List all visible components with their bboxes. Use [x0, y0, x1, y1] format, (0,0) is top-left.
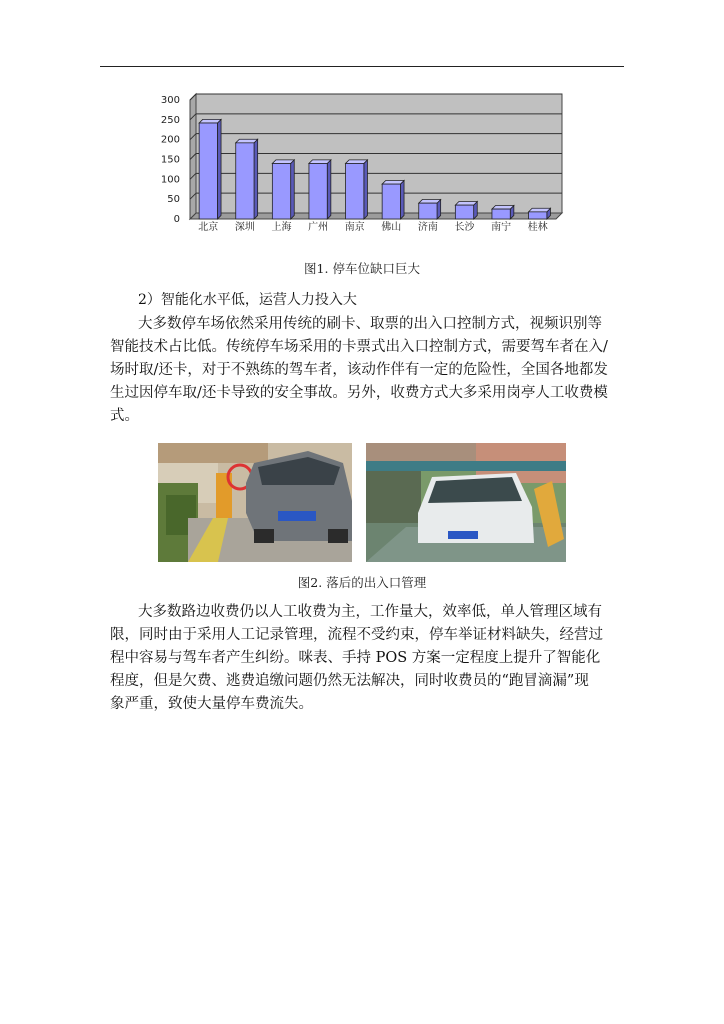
x-tick-label: 佛山 — [381, 222, 402, 233]
photo-parking-ramp — [366, 443, 566, 562]
x-tick-label: 上海 — [271, 222, 292, 233]
bar — [529, 212, 547, 219]
paragraph-line: 生过因停车取/还卡导致的安全事故。另外，收费方式大多采用岗亭人工收费模 — [110, 385, 608, 401]
paragraph-line: 大多数路边收费仍以人工收费为主，工作量大，效率低，单人管理区域有 — [138, 604, 602, 620]
x-tick-label: 南京 — [344, 222, 365, 233]
paragraph-1 — [110, 313, 614, 428]
bar-top — [382, 180, 404, 184]
bar-side — [400, 180, 404, 219]
bar-side — [217, 119, 221, 219]
paragraph-line: 象严重，致使大量停车费流失。 — [110, 696, 313, 712]
photo-card-entry-gate — [158, 443, 352, 562]
bar-top — [455, 202, 477, 206]
x-tick-label: 广州 — [308, 222, 329, 233]
paragraph-line: 式。 — [110, 408, 139, 424]
bar-top — [492, 205, 514, 209]
bar-side — [364, 160, 368, 219]
bar — [419, 203, 437, 219]
y-tick-label: 150 — [160, 154, 180, 166]
section-subheading: 2）智能化水平低，运营人力投入大 — [138, 292, 357, 308]
bar-top — [419, 200, 441, 204]
bar-top — [199, 119, 221, 123]
bar — [492, 209, 510, 219]
x-tick-label: 南宁 — [491, 222, 512, 233]
figure1-caption: 图1. 停车位缺口巨大 — [304, 261, 420, 276]
bar-top — [529, 208, 551, 212]
bar-top — [346, 160, 368, 164]
y-tick-label: 100 — [160, 174, 180, 186]
bar-top — [272, 160, 294, 164]
bar — [236, 143, 254, 219]
bar — [346, 163, 364, 219]
bar — [199, 123, 217, 219]
x-tick-label: 济南 — [417, 222, 438, 233]
y-tick-label: 0 — [173, 214, 180, 225]
paragraph-line: 场时取/还卡，对于不熟练的驾车者，该动作伴有一定的危险性，全国各地都发 — [110, 362, 608, 378]
paragraph-line: 大多数停车场依然采用传统的刷卡、取票的出入口控制方式，视频识别等 — [138, 316, 602, 332]
figure2-caption: 图2. 落后的出入口管理 — [297, 575, 427, 590]
x-tick-label: 北京 — [198, 222, 219, 233]
paragraph-line: 程中容易与驾车者产生纠纷。咪表、手持 POS 方案一定程度上提升了智能化 — [110, 650, 601, 666]
y-tick-label: 200 — [160, 134, 180, 146]
bar — [455, 205, 473, 219]
bar-side — [254, 139, 258, 219]
bar — [272, 163, 290, 219]
y-tick-label: 50 — [167, 194, 180, 206]
x-tick-label: 桂林 — [527, 222, 548, 233]
bar-top — [236, 139, 258, 143]
x-tick-label: 深圳 — [234, 222, 255, 233]
paragraph-line: 智能技术占比低。传统停车场采用的卡票式出入口控制方式，需要驾车者在入/ — [110, 339, 608, 355]
bar-chart — [150, 92, 570, 242]
paragraph-line: 限，同时由于采用人工记录管理，流程不受约束，停车举证材料缺失，经营过 — [110, 627, 603, 643]
bar-side — [291, 160, 295, 219]
bar-side — [327, 160, 331, 219]
header-rule — [100, 66, 624, 67]
paragraph-2 — [110, 601, 614, 716]
bar — [382, 184, 400, 219]
paragraph-line: 程度，但是欠费、逃费追缴问题仍然无法解决，同时收费员的“跑冒滴漏”现 — [110, 673, 589, 689]
bar — [309, 163, 327, 219]
bar-top — [309, 160, 331, 164]
x-tick-label: 长沙 — [454, 222, 475, 233]
y-tick-label: 250 — [160, 114, 180, 126]
y-tick-label: 300 — [160, 95, 180, 106]
